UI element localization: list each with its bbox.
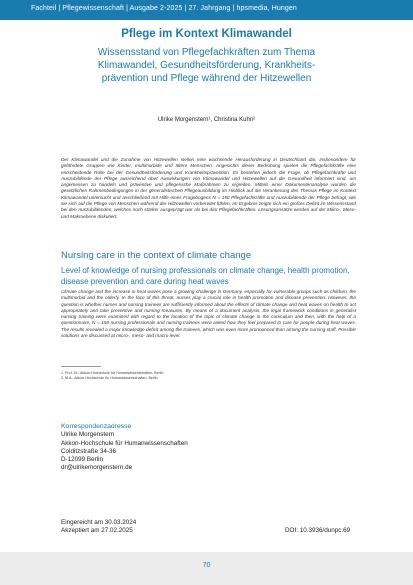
received-date: Eingereicht am 30.03.2024 <box>61 519 137 526</box>
contact-city: D-12099 Berlin <box>61 456 104 464</box>
contact-street: Colditzstraße 34-36 <box>61 447 116 455</box>
page-number: 70 <box>202 562 211 569</box>
running-head: Fachteil | Pflegewissenschaft | Ausgabe 2-2025 | 27. Jahrgang | hpsmedia, Hungen <box>31 5 297 12</box>
subtitle-line: Klimawandel, Gesundheitsförderung, Krankheits- <box>97 60 316 71</box>
article-subtitle <box>40 46 373 85</box>
contact-name: Ulrike Morgenstern <box>61 431 115 439</box>
author-list: Ulrike Morgenstern¹, Christina Kuhn² <box>157 117 256 123</box>
abstract-english: Climate change and the increase in heat waves pose a growing challenge in Germany, especially for vulnerable groups such as children, the multimorbid and the elderly. In the face of this threat, nurses play a crucial role in health promotion and disease prevention. However, the question is whether nurses and nursing trainees are sufficiently informed about the effects of climate change and heat waves on health to act appropriately and take preventive and nursing measures. By means of a document analysis, the legal framework conditions in generalist nursing training were examined with regard to the location of the topic of climate change in the curriculum and then, with the help of a questionnaire, N = 150 nursing professionals and nursing trainees were asked how they feel prepared to care for people during heat waves. The results revealed a major knowledge deficit among the trainees, which was even more pronounced than among the nursing staff. Possible solutions are discussed at micro-, meso- and macro level. <box>61 289 356 339</box>
footnote: 2. M.A.; Akkon-Hochschule für Humanwissenschaften, Berlin <box>61 376 158 380</box>
contact-institution: Akkon-Hochschule für Humanwissenschaften <box>61 439 188 447</box>
subtitle-line: Wissensstand von Pflegefachkräften zum Thema <box>97 47 316 58</box>
accepted-date: Akzeptiert am 27.02.2025 <box>61 527 133 535</box>
correspondence-address <box>61 423 188 473</box>
english-subtitle: Level of knowledge of nursing professionals on climate change, health promotion, disease prevention and care during heat waves <box>61 266 350 286</box>
contact-email[interactable]: dr@ulrikemorgenstern.de <box>61 464 133 472</box>
article-title: Pflege im Kontext Klimawandel <box>121 28 292 40</box>
abstract-german: Der Klimawandel und die Zunahme von Hitzewellen stellen eine wachsende Herausforderung in Deutschland dar, insbesondere für gefährdete Gruppen wie Kinder, multimorbide und ältere Menschen. Angesichts dieser Bedrohung spielen die Pflegefachkräfte eine entscheidende Rolle bei der Gesundheitsförderung und Krankheitsprävention. Es bestehen jedoch die Frage, ob Pflegefachkräfte und Auszubildende der Pflege ausreichend über Auswirkungen von Klimawandel und Hitzewellen auf die Gesundheit informiert sind, um angemessen zu handeln und präventive und pflegerische Maßnahmen zu ergreifen. Mittels einer Dokumentenanalyse wurden die gesetzlichen Rahmenbedingungen in der generalistischen Pflegeausbildung im Hinblick auf die Verankerung des Themas Pflege im Kontext Klimawandel untersucht und anschließend mit Hilfe eines Fragebogens N = 150 Pflegefachkräfte und Auszubildende der Pflege befragt, wie sie sich auf die Pflege von Menschen während der Hitzewellen vorbereitet fühlen. Im Ergebnis zeigte sich ein großes Defizit im Wissensstand bei den Auszubildenden, welches noch stärker ausgeprägt war als bei den Pflegefachkräften. Lösungsansätze werden auf der Mikro-, Meso- und Makroebene diskutiert. <box>61 157 356 219</box>
running-header-bar <box>0 0 413 20</box>
correspondence-heading: Korrespondenzadresse <box>61 423 132 430</box>
footnote-divider <box>61 366 101 367</box>
author-affiliations <box>61 371 163 381</box>
subtitle-line: prävention und Pflege während der Hitzewellen <box>101 73 312 84</box>
footnote: 1. Prof. Dr.; Akkon-Hochschule für Humanwissenschaften, Berlin <box>61 371 164 375</box>
doi-link[interactable]: DOI: 10.3936/dunpc.69 <box>285 527 351 534</box>
submission-dates <box>61 519 136 536</box>
english-title: Nursing care in the context of climate change <box>61 250 252 261</box>
